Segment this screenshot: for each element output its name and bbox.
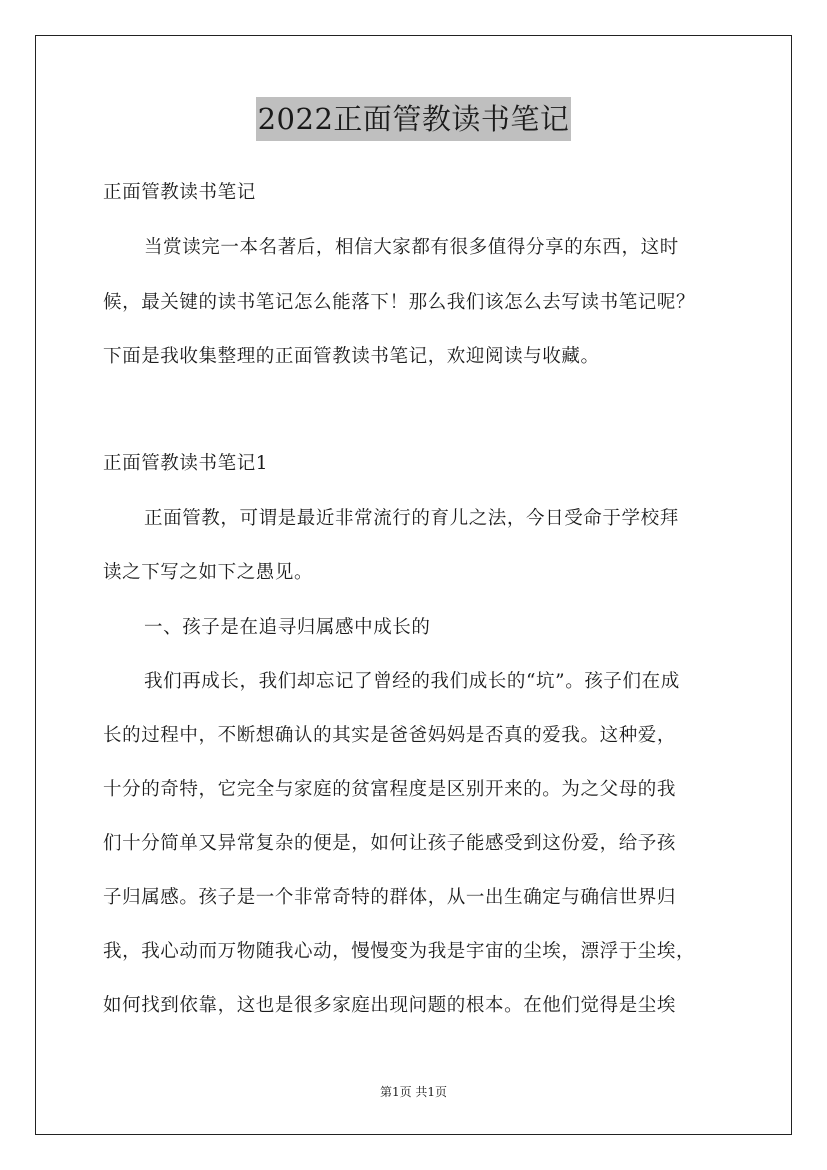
- title-container: [0, 97, 827, 141]
- section-heading: 正面管教读书笔记1: [103, 453, 269, 474]
- document-title: 2022正面管教读书笔记: [256, 97, 572, 141]
- paragraph-line: 正面管教，可谓是最近非常流行的育儿之法，今日受命于学校拜: [144, 508, 679, 529]
- page-number: 第1页 共1页: [379, 1085, 448, 1099]
- paragraph-line: 读之下写之如下之愚见。: [103, 562, 314, 583]
- paragraph-line: 们十分简单又异常复杂的便是，如何让孩子能感受到这份爱，给予孩: [103, 833, 677, 854]
- paragraph-line: 子归属感。孩子是一个非常奇特的群体，从一出生确定与确信世界归: [103, 887, 677, 908]
- paragraph-line: 我，我心动而万物随我心动，慢慢变为我是宇宙的尘埃，漂浮于尘埃，: [103, 941, 696, 962]
- paragraph-line: 我们再成长，我们却忘记了曾经的我们成长的“坑”。孩子们在成: [144, 671, 680, 692]
- subheading: 一、孩子是在追寻归属感中成长的: [144, 617, 431, 638]
- section-heading: 正面管教读书笔记: [103, 182, 256, 203]
- paragraph-line: 长的过程中，不断想确认的其实是爸爸妈妈是否真的爱我。这种爱，: [103, 725, 677, 746]
- paragraph-line: 候，最关键的读书笔记怎么能落下！那么我们该怎么去写读书笔记呢？: [103, 292, 696, 313]
- paragraph-line: 当赏读完一本名著后，相信大家都有很多值得分享的东西，这时: [144, 237, 679, 258]
- paragraph-line: 下面是我收集整理的正面管教读书笔记，欢迎阅读与收藏。: [103, 346, 600, 367]
- paragraph-line: 十分的奇特，它完全与家庭的贫富程度是区别开来的。为之父母的我: [103, 779, 677, 800]
- paragraph-line: 如何找到依靠，这也是很多家庭出现问题的根本。在他们觉得是尘埃: [103, 995, 677, 1016]
